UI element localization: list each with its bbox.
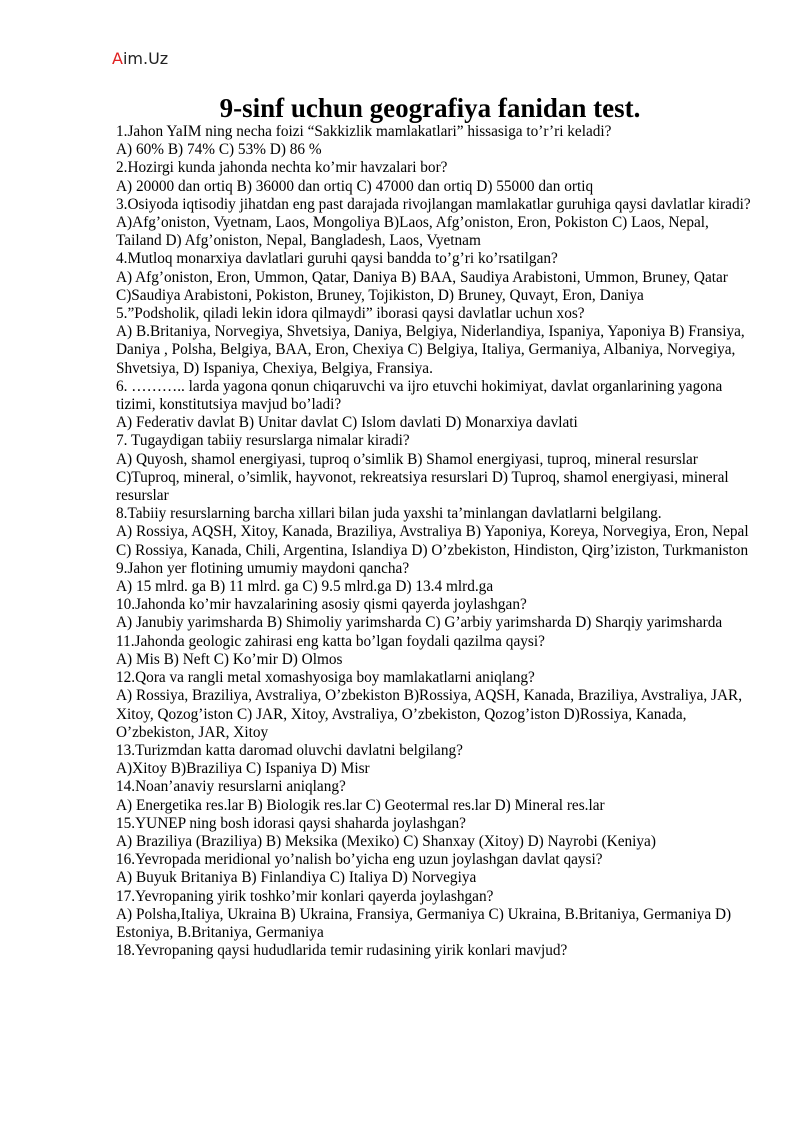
question-text: 16.Yevropada meridional yo’nalish bo’yicha eng uzun joylashgan davlat qaysi?: [116, 851, 603, 869]
question-text: 11.Jahonda geologic zahirasi eng katta bo’lgan foydali qazilma qaysi?: [116, 632, 545, 650]
answer-options: A) Janubiy yarimsharda B) Shimoliy yarimsharda C) G’arbiy yarimsharda D) Sharqiy yarimsharda: [116, 614, 723, 632]
question-text: 9.Jahon yer flotining umumiy maydoni qancha?: [116, 559, 410, 577]
answer-options: A) Federativ davlat B) Unitar davlat C) Islom davlati D) Monarxiya davlati: [116, 414, 578, 432]
logo-text: im.Uz: [122, 49, 169, 68]
answer-options: A) Rossiya, AQSH, Xitoy, Kanada, Braziliya, Avstraliya B) Yaponiya, Koreya, Norvegiya, Eron, Nepal C) Rossiya, Kanada, Chili, Argentina, Islandiya D) O’zbekiston, Hindiston, Qirg’iziston, Turkmaniston: [116, 523, 749, 559]
question-text: 13.Turizmdan katta daromad oluvchi davlatni belgilang?: [116, 741, 463, 759]
question-text: 7. Tugaydigan tabiiy resurslarga nimalar kiradi?: [116, 432, 410, 450]
answer-options: A) Buyuk Britaniya B) Finlandiya C) Italiya D) Norvegiya: [116, 869, 477, 887]
question-text: 4.Mutloq monarxiya davlatlari guruhi qaysi bandda to’g’ri ko’rsatilgan?: [116, 250, 558, 268]
question-text: 8.Tabiiy resurslarning barcha xillari bilan juda yaxshi ta’minlangan davlatlarni belgilang.: [116, 505, 662, 523]
answer-options: A) Mis B) Neft C) Ko’mir D) Olmos: [116, 650, 343, 668]
answer-options: A)Xitoy B)Braziliya C) Ispaniya D) Misr: [116, 760, 370, 778]
question-text: 17.Yevropaning yirik toshko’mir konlari qayerda joylashgan?: [116, 887, 494, 905]
answer-options: A)Afg’oniston, Vyetnam, Laos, Mongoliya B)Laos, Afg’oniston, Eron, Pokiston C) Laos, Nepal, Tailand D) Afg’oniston, Nepal, Bangladesh, Laos, Vyetnam: [116, 214, 709, 250]
answer-options: A) Energetika res.lar B) Biologik res.lar C) Geotermal res.lar D) Mineral res.lar: [116, 796, 605, 814]
answer-options: A) Afg’oniston, Eron, Ummon, Qatar, Daniya B) BAA, Saudiya Arabistoni, Ummon, Bruney, Qatar C)Saudiya Arabistoni, Pokiston, Bruney, Tojikiston, D) Bruney, Quvayt, Eron, Daniya: [116, 268, 728, 304]
answer-options: A) 15 mlrd. ga B) 11 mlrd. ga C) 9.5 mlrd.ga D) 13.4 mlrd.ga: [116, 578, 494, 596]
question-text: 18.Yevropaning qaysi hududlarida temir rudasining yirik konlari mavjud?: [116, 942, 568, 960]
question-text: 6. ……….. larda yagona qonun chiqaruvchi va ijro etuvchi hokimiyat, davlat organlarining yagona tizimi, konstitutsiya mavjud bo’ladi?: [116, 377, 723, 414]
document-title: 9-sinf uchun geografiya fanidan test.: [219, 93, 641, 123]
question-text: 2.Hozirgi kunda jahonda nechta ko’mir havzalari bor?: [116, 159, 448, 177]
answer-options: A) Rossiya, Braziliya, Avstraliya, O’zbekiston B)Rossiya, AQSH, Kanada, Braziliya, Avstraliya, JAR, Xitoy, Qozog’iston C) JAR, Xitoy, Avstraliya, O’zbekiston, Qozog’iston D)Rossiya, Kanada, O’zbekiston, JAR, Xitoy: [116, 687, 743, 741]
answer-options: A) 60% B) 74% C) 53% D) 86 %: [116, 141, 322, 159]
answer-options: A) Braziliya (Braziliya) B) Meksika (Mexiko) C) Shanxay (Xitoy) D) Nayrobi (Keniya): [116, 832, 656, 850]
question-text: 10.Jahonda ko’mir havzalarining asosiy qismi qayerda joylashgan?: [116, 596, 527, 614]
question-text: 5.”Podsholik, qiladi lekin idora qilmaydi” iborasi qaysi davlatlar uchun xos?: [116, 305, 585, 323]
logo-accent-letter: A: [112, 49, 123, 68]
site-logo: [112, 49, 168, 68]
answer-options: A) Quyosh, shamol energiyasi, tuproq o’simlik B) Shamol energiyasi, tuproq, mineral resurslar C)Tuproq, mineral, o’simlik, hayvonot, rekreatsiya resurslari D) Tuproq, shamol energiyasi, mineral resurslar: [116, 450, 729, 505]
answer-options: A) 20000 dan ortiq B) 36000 dan ortiq C) 47000 dan ortiq D) 55000 dan ortiq: [116, 177, 594, 195]
question-list: [116, 123, 752, 960]
question-text: 3.Osiyoda iqtisodiy jihatdan eng past darajada rivojlangan mamlakatlar guruhiga qaysi davlatlar kiradi?: [116, 195, 751, 213]
question-text: 12.Qora va rangli metal xomashyosiga boy mamlakatlarni aniqlang?: [116, 669, 535, 687]
answer-options: A) Polsha,Italiya, Ukraina B) Ukraina, Fransiya, Germaniya C) Ukraina, B.Britaniya, Germaniya D) Estoniya, B.Britaniya, Germaniya: [116, 905, 732, 941]
question-text: 1.Jahon YaIM ning necha foizi “Sakkizlik mamlakatlari” hissasiga to’r’ri keladi?: [116, 123, 612, 140]
question-text: 15.YUNEP ning bosh idorasi qaysi shaharda joylashgan?: [116, 814, 466, 832]
answer-options: A) B.Britaniya, Norvegiya, Shvetsiya, Daniya, Belgiya, Niderlandiya, Ispaniya, Yaponiya B) Fransiya, Daniya , Polsha, Belgiya, BAA, Eron, Chexiya C) Belgiya, Italiya, Germaniya, Albaniya, Norvegiya, Shvetsiya, D) Ispaniya, Chexiya, Belgiya, Fransiya.: [116, 323, 745, 377]
question-text: 14.Noan’anaviy resurslarni aniqlang?: [116, 778, 346, 796]
